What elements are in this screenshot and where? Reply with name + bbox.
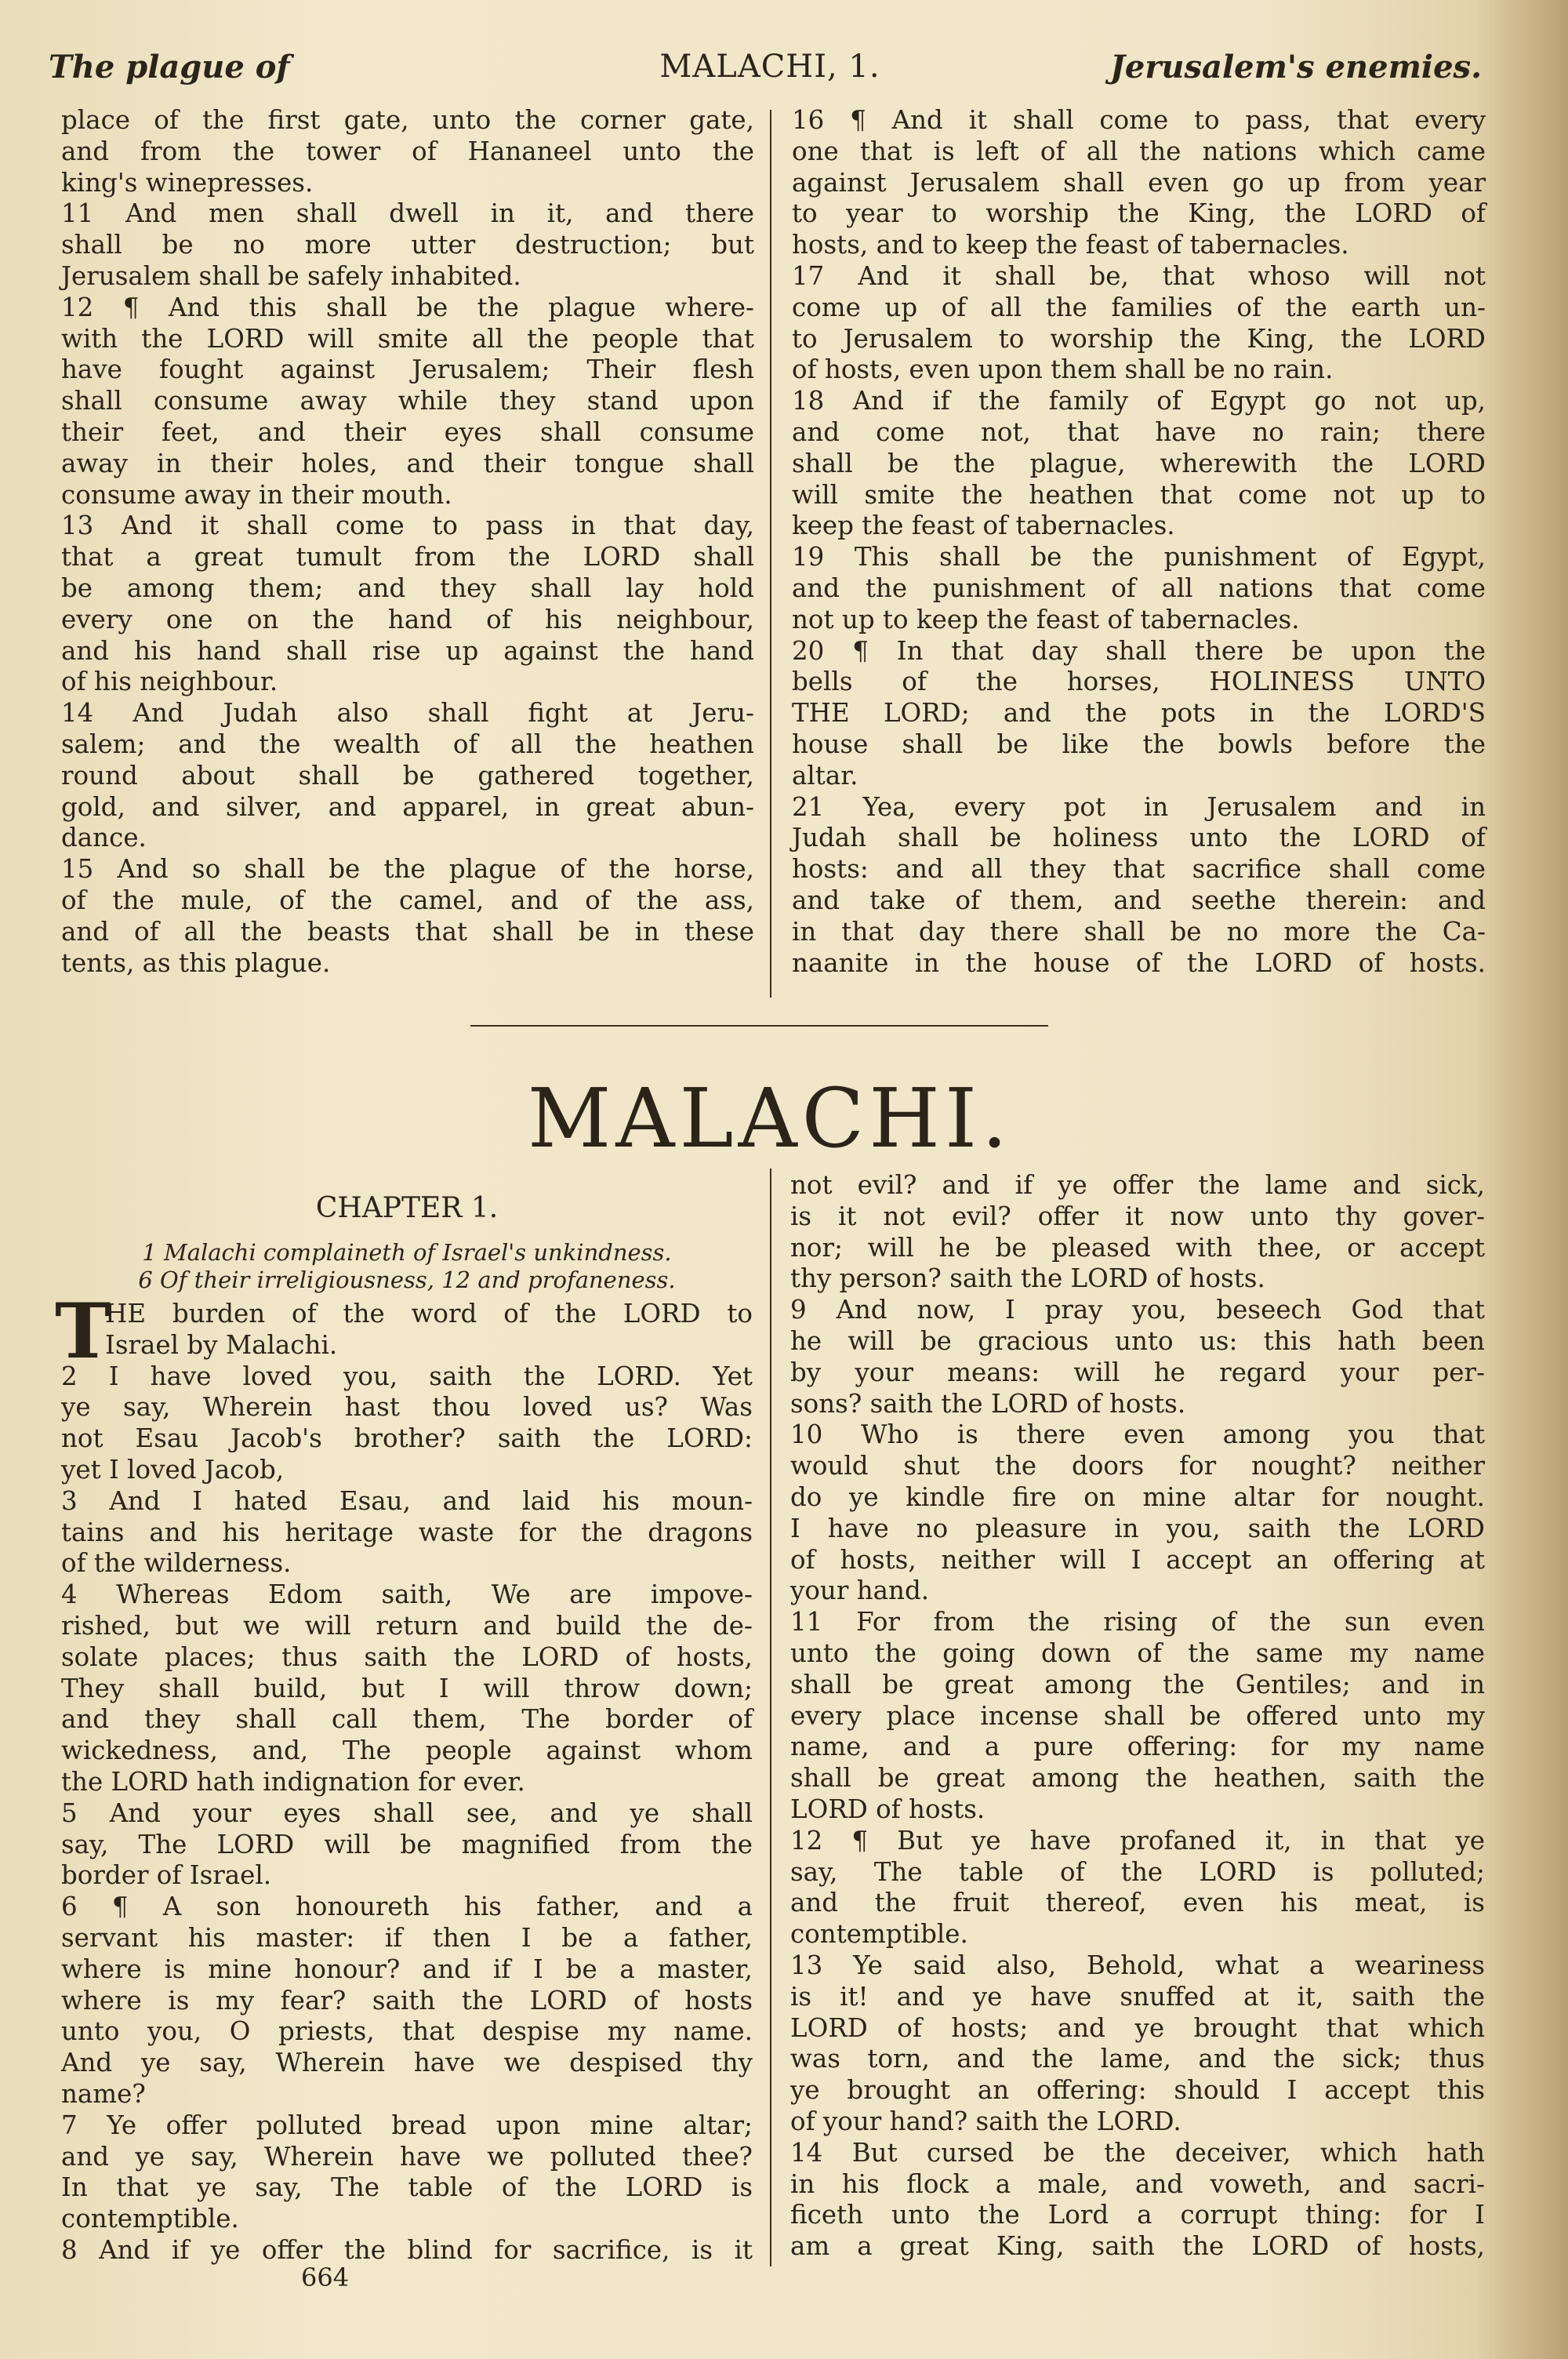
text-line: not up to keep the feast of tabernacles. <box>792 604 1300 634</box>
text-line: In that ye say, The table of the LORD is <box>61 2172 753 2203</box>
summary-line: 6 Of their irreligiousness, 12 and profaneness. <box>138 1267 676 1293</box>
text-line: 6 ¶ A son honoureth his father, and a <box>61 1892 753 1922</box>
text-line: dance. <box>61 823 147 853</box>
book-title: MALACHI. <box>527 1070 1013 1166</box>
top-left-column <box>61 105 754 979</box>
text-line: is it! and ye have snuffed at it, saith the <box>790 1981 1485 2012</box>
text-line: wickedness, and, The people against whom <box>61 1736 753 1766</box>
text-line: of his neighbour. <box>61 667 278 697</box>
running-head-center: MALACHI, 1. <box>659 49 880 85</box>
text-line: to year to worship the King, the LORD of <box>792 198 1486 229</box>
text-line: 15 And so shall be the plague of the horse, <box>61 854 754 885</box>
text-line: would shut the doors for nought? neither <box>790 1451 1485 1481</box>
column-divider <box>770 110 771 998</box>
text-line: and they shall call them, The border of <box>61 1704 753 1735</box>
text-line: come up of all the families of the earth un- <box>792 292 1486 322</box>
text-line: Judah shall be holiness unto the LORD of <box>792 823 1486 853</box>
text-line: not evil? and if ye offer the lame and sick, <box>790 1170 1485 1200</box>
text-line: sons? saith the LORD of hosts. <box>790 1388 1186 1419</box>
text-line: 16 ¶ And it shall come to pass, that every <box>792 105 1486 135</box>
text-line: is it not evil? offer it now unto thy gover- <box>790 1201 1485 1231</box>
text-line: the LORD hath indignation for ever. <box>61 1766 525 1797</box>
text-line: salem; and the wealth of all the heathen <box>61 729 754 759</box>
text-line: 3 And I hated Esau, and laid his moun- <box>61 1485 753 1516</box>
text-line: name, and a pure offering: for my name <box>790 1732 1485 1762</box>
text-line: hosts, and to keep the feast of tabernacles. <box>792 230 1349 260</box>
text-line: and come not, that have no rain; there <box>792 416 1486 447</box>
text-line: 19 This shall be the punishment of Egypt, <box>792 542 1486 572</box>
text-line: tains and his heritage waste for the dragons <box>61 1517 753 1547</box>
text-line: 2 I have loved you, saith the LORD. Yet <box>61 1361 753 1391</box>
text-line: thy person? saith the LORD of hosts. <box>790 1263 1265 1294</box>
bottom-right-column <box>790 1170 1485 2263</box>
text-line: They shall build, but I will throw down; <box>61 1673 753 1703</box>
text-line: yet I loved Jacob, <box>61 1454 285 1485</box>
text-line: king's winepresses. <box>61 167 314 198</box>
text-line: 14 And Judah also shall fight at Jeru- <box>61 698 754 729</box>
text-line: contemptible. <box>790 1919 968 1950</box>
text-line: gold, and silver, and apparel, in great abun- <box>61 791 754 822</box>
chapter-summary <box>61 1239 753 1294</box>
summary-line: 1 Malachi complaineth of Israel's unkindness. <box>142 1239 672 1266</box>
text-line: THE LORD; and the pots in the LORD'S <box>792 698 1486 729</box>
text-line: bells of the horses, HOLINESS UNTO <box>792 667 1486 697</box>
text-line: say, The LORD will be magnified from the <box>61 1829 753 1859</box>
text-line: 14 But cursed be the deceiver, which hath <box>790 2137 1485 2168</box>
text-line: LORD of hosts. <box>790 1794 985 1824</box>
text-line: and his hand shall rise up against the hand <box>61 635 754 666</box>
top-right-column <box>792 105 1486 979</box>
text-line: one that is left of all the nations which came <box>792 136 1486 166</box>
text-line: by your means: will he regard your per- <box>790 1357 1485 1387</box>
text-line: consume away in their mouth. <box>61 479 452 510</box>
text-line: every place incense shall be offered unto my <box>790 1700 1485 1731</box>
text-line: HE burden of the word of the LORD to <box>105 1299 753 1329</box>
text-line: ye brought an offering: should I accept this <box>790 2075 1485 2106</box>
text-line: And ye say, Wherein have we despised thy <box>61 2048 753 2078</box>
text-line: Israel by Malachi. <box>105 1329 338 1360</box>
text-line: of hosts, neither will I accept an offering at <box>790 1544 1485 1575</box>
text-line: servant his master: if then I be a father, <box>61 1922 753 1953</box>
text-line: shall be the plague, wherewith the LORD <box>792 448 1486 478</box>
text-line: tents, as this plague. <box>61 947 331 978</box>
text-line: 11 And men shall dwell in it, and there <box>61 198 754 229</box>
text-line: 18 And if the family of Egypt go not up, <box>792 386 1486 416</box>
text-line: away in their holes, and their tongue shall <box>61 448 754 478</box>
text-line: unto the going down of the same my name <box>790 1637 1485 1668</box>
text-line: do ye kindle fire on mine altar for nought. <box>790 1481 1485 1512</box>
chapter-heading: CHAPTER 1. <box>315 1192 499 1224</box>
text-line: solate places; thus saith the LORD of hosts, <box>61 1641 753 1672</box>
text-line: that a great tumult from the LORD shall <box>61 542 754 572</box>
text-line: 13 Ye said also, Behold, what a weariness <box>790 1950 1485 1980</box>
bottom-left-column <box>61 1299 753 2266</box>
text-line: of hosts, even upon them shall be no rain. <box>792 354 1334 385</box>
text-line: round about shall be gathered together, <box>61 760 754 791</box>
text-line: in that day there shall be no more the Ca- <box>792 916 1486 947</box>
text-line: 8 And if ye offer the blind for sacrifice, is it <box>61 2234 753 2265</box>
text-line: 21 Yea, every pot in Jerusalem and in <box>792 791 1486 822</box>
running-head-right: Jerusalem's enemies. <box>1109 49 1482 85</box>
text-line: 11 For from the rising of the sun even <box>790 1607 1485 1637</box>
text-line: and the punishment of all nations that come <box>792 572 1486 603</box>
text-line: unto you, O priests, that despise my name. <box>61 2016 753 2047</box>
text-line: 17 And it shall be, that whoso will not <box>792 260 1486 291</box>
running-head-left: The plague of <box>49 49 290 85</box>
text-line: shall be great among the heathen, saith the <box>790 1763 1485 1794</box>
text-line: place of the first gate, unto the corner gate, <box>61 105 754 135</box>
drop-cap: T <box>55 1287 111 1376</box>
text-line: 12 ¶ And this shall be the plague where- <box>61 292 754 322</box>
text-line: to Jerusalem to worship the King, the LORD <box>792 323 1486 354</box>
text-line: shall be no more utter destruction; but <box>61 230 754 260</box>
text-line: 4 Whereas Edom saith, We are impove- <box>61 1579 753 1610</box>
text-line: have fought against Jerusalem; Their flesh <box>61 354 754 385</box>
text-line: 12 ¶ But ye have profaned it, in that ye <box>790 1825 1485 1856</box>
text-line: and from the tower of Hananeel unto the <box>61 136 754 166</box>
text-line: be among them; and they shall lay hold <box>61 572 754 603</box>
text-line: ye say, Wherein hast thou loved us? Was <box>61 1392 753 1423</box>
text-line: where is my fear? saith the LORD of hosts <box>61 1985 753 2016</box>
text-line: 13 And it shall come to pass in that day, <box>61 511 754 541</box>
text-line: and take of them, and seethe therein: and <box>792 885 1486 915</box>
text-line: say, The table of the LORD is polluted; <box>790 1856 1485 1887</box>
text-line: of the wilderness. <box>61 1548 292 1579</box>
text-line: against Jerusalem shall even go up from year <box>792 167 1486 198</box>
text-line: your hand. <box>790 1576 930 1606</box>
text-line: hosts: and all they that sacrifice shall come <box>792 854 1486 885</box>
text-line: their feet, and their eyes shall consume <box>61 416 754 447</box>
text-line: ficeth unto the Lord a corrupt thing: for I <box>790 2200 1485 2230</box>
text-line: 5 And your eyes shall see, and ye shall <box>61 1797 753 1828</box>
text-line: and ye say, Wherein have we polluted thee? <box>61 2141 753 2172</box>
text-line: not Esau Jacob's brother? saith the LORD: <box>61 1423 753 1454</box>
text-line: where is mine honour? and if I be a master, <box>61 1954 753 1984</box>
text-line: name? <box>61 2078 146 2109</box>
text-line: 10 Who is there even among you that <box>790 1419 1485 1450</box>
text-line: shall be great among the Gentiles; and in <box>790 1669 1485 1699</box>
text-line: of the mule, of the camel, and of the ass, <box>61 885 754 915</box>
text-line: was torn, and the lame, and the sick; thus <box>790 2044 1485 2074</box>
text-line: 20 ¶ In that day shall there be upon the <box>792 635 1486 666</box>
text-line: nor; will he be pleased with thee, or accept <box>790 1232 1485 1263</box>
text-line: rished, but we will return and build the de- <box>61 1610 753 1641</box>
column-divider <box>770 1169 771 2266</box>
text-line: shall consume away while they stand upon <box>61 386 754 416</box>
page-number: 664 <box>301 2263 350 2292</box>
text-line: in his flock a male, and voweth, and sacri- <box>790 2168 1485 2199</box>
text-line: border of Israel. <box>61 1860 272 1891</box>
text-line: contemptible. <box>61 2204 239 2234</box>
text-line: 7 Ye offer polluted bread upon mine altar; <box>61 2110 753 2140</box>
text-line: I have no pleasure in you, saith the LORD <box>790 1513 1485 1543</box>
text-line: 9 And now, I pray you, beseech God that <box>790 1295 1485 1325</box>
text-line: of your hand? saith the LORD. <box>790 2106 1181 2136</box>
text-line: house shall be like the bowls before the <box>792 729 1486 759</box>
text-line: altar. <box>792 760 858 791</box>
text-line: keep the feast of tabernacles. <box>792 511 1175 541</box>
text-line: Jerusalem shall be safely inhabited. <box>61 260 521 291</box>
text-line: and the fruit thereof, even his meat, is <box>790 1888 1485 1918</box>
text-line: LORD of hosts; and ye brought that which <box>790 2012 1485 2043</box>
text-line: will smite the heathen that come not up to <box>792 479 1486 510</box>
text-line: naanite in the house of the LORD of hosts. <box>792 947 1486 978</box>
text-line: every one on the hand of his neighbour, <box>61 604 754 634</box>
text-line: and of all the beasts that shall be in these <box>61 916 754 947</box>
text-line: with the LORD will smite all the people that <box>61 323 754 354</box>
section-rule <box>470 1025 1048 1027</box>
text-line: he will be gracious unto us: this hath been <box>790 1325 1485 1356</box>
text-line: am a great King, saith the LORD of hosts, <box>790 2231 1485 2262</box>
